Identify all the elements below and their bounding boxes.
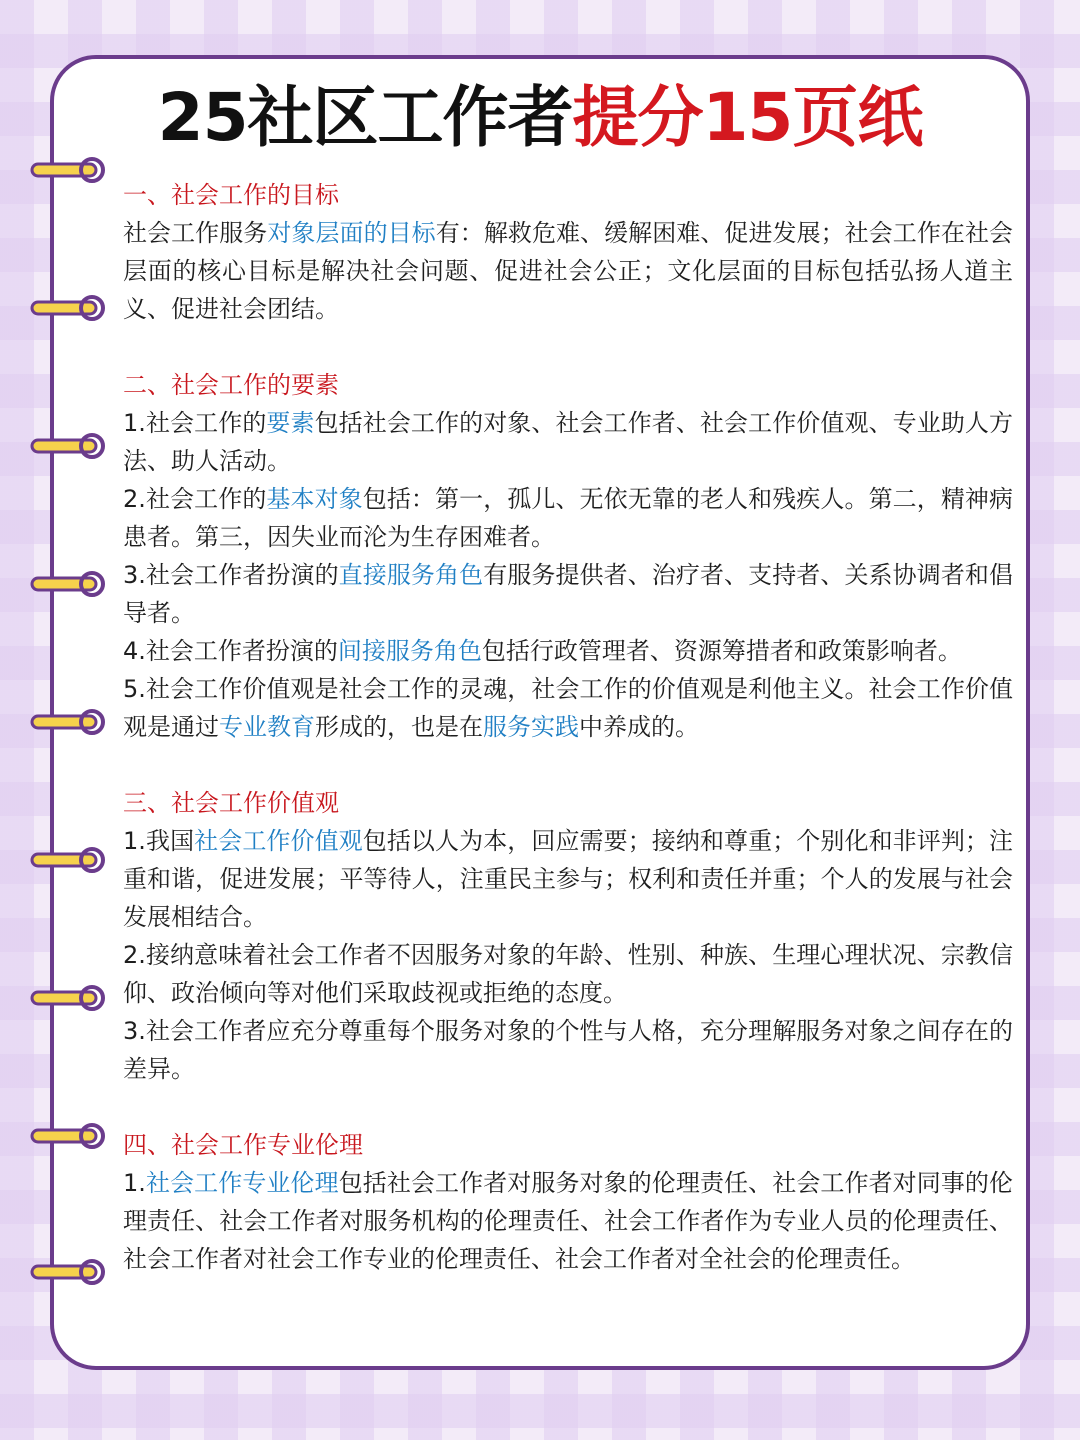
- binder-ring-icon: [30, 1122, 105, 1150]
- title-highlight: 提分15页纸: [572, 79, 923, 156]
- title-main: 25社区工作者: [157, 79, 573, 156]
- highlight-term: 社会工作价值观: [194, 827, 363, 855]
- binder-ring-icon: [30, 294, 105, 322]
- paragraph: 3.社会工作者应充分尊重每个服务对象的个性与人格，充分理解服务对象之间存在的差异。: [123, 1017, 1013, 1083]
- binder-ring-icon: [30, 984, 105, 1012]
- highlight-term: 要素: [266, 409, 315, 437]
- section-title: 四、社会工作专业伦理: [123, 1131, 363, 1159]
- paragraph: 3.社会工作者扮演的直接服务角色有服务提供者、治疗者、支持者、关系协调者和倡导者。: [123, 561, 1013, 627]
- paragraph: 4.社会工作者扮演的间接服务角色包括行政管理者、资源筹措者和政策影响者。: [123, 637, 962, 665]
- paragraph: 2.社会工作的基本对象包括：第一，孤儿、无依无靠的老人和残疾人。第二，精神病患者。第三，因失业而沦为生存困难者。: [123, 485, 1013, 551]
- notes-content: [123, 176, 1013, 1278]
- highlight-term: 服务实践: [483, 713, 579, 741]
- binder-ring-icon: [30, 156, 105, 184]
- paragraph: 1.我国社会工作价值观包括以人为本，回应需要；接纳和尊重；个别化和非评判；注重和谐，促进发展；平等待人，注重民主参与；权利和责任并重；个人的发展与社会发展相结合。: [123, 827, 1013, 931]
- highlight-term: 间接服务角色: [337, 637, 482, 665]
- section-ethics: [123, 1126, 1013, 1278]
- binder-ring-icon: [30, 1258, 105, 1286]
- section-title: 三、社会工作价值观: [123, 789, 339, 817]
- section-title: 一、社会工作的目标: [123, 181, 339, 209]
- highlight-term: 对象层面的目标: [267, 219, 436, 247]
- paragraph: 1.社会工作专业伦理包括社会工作者对服务对象的伦理责任、社会工作者对同事的伦理责任、社会工作者对服务机构的伦理责任、社会工作者作为专业人员的伦理责任、社会工作者对社会工作专业的伦理责任、社会工作者对全社会的伦理责任。: [123, 1169, 1014, 1273]
- binder-ring-icon: [30, 846, 105, 874]
- section-values: [123, 784, 1013, 1088]
- section-elements: [123, 366, 1013, 746]
- paragraph: 1.社会工作的要素包括社会工作的对象、社会工作者、社会工作价值观、专业助人方法、助人活动。: [123, 409, 1013, 475]
- page-title: [0, 78, 1080, 158]
- paragraph: 社会工作服务对象层面的目标有：解救危难、缓解困难、促进发展；社会工作在社会层面的核心目标是解决社会问题、促进社会公正；文化层面的目标包括弘扬人道主义、促进社会团结。: [123, 219, 1014, 323]
- binder-ring-icon: [30, 570, 105, 598]
- section-title: 二、社会工作的要素: [123, 371, 339, 399]
- highlight-term: 专业教育: [219, 713, 315, 741]
- paragraph: 2.接纳意味着社会工作者不因服务对象的年龄、性别、种族、生理心理状况、宗教信仰、政治倾向等对他们采取歧视或拒绝的态度。: [123, 941, 1013, 1007]
- highlight-term: 社会工作专业伦理: [145, 1169, 339, 1197]
- highlight-term: 基本对象: [266, 485, 363, 513]
- paragraph: 5.社会工作价值观是社会工作的灵魂，社会工作的价值观是利他主义。社会工作价值观是通过专业教育形成的，也是在服务实践中养成的。: [123, 675, 1013, 741]
- highlight-term: 直接服务角色: [338, 561, 484, 589]
- section-goals: [123, 176, 1013, 328]
- binder-ring-icon: [30, 432, 105, 460]
- binder-ring-icon: [30, 708, 105, 736]
